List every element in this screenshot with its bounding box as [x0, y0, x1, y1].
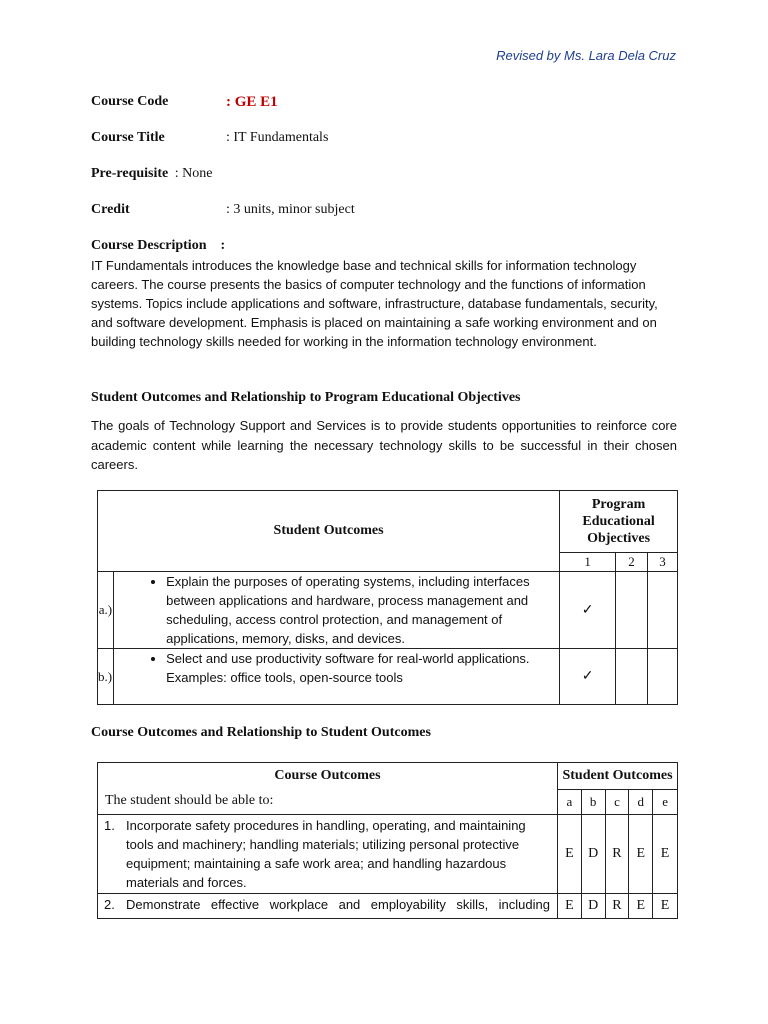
peo-header: Program Educational Objectives — [560, 491, 678, 553]
outcome-letter-header: c — [605, 789, 629, 814]
course-title-label: Course Title — [91, 130, 165, 145]
student-outcomes-header: Student Outcomes — [98, 491, 560, 572]
grade-cell: D — [581, 893, 605, 918]
course-outcomes-table — [97, 762, 678, 919]
prerequisite-label: Pre-requisite — [91, 166, 169, 181]
empty-mark-cell — [616, 649, 648, 705]
course-outcome-item — [98, 814, 558, 893]
grade-cell: E — [653, 814, 678, 893]
course-outcome-number: 2. — [104, 896, 115, 912]
goals-paragraph: The goals of Technology Support and Services is to provide students opportunities to reinforce core academic content while learning the necessary technology skills to be successful in their chosen careers. — [91, 418, 677, 472]
course-description-heading — [91, 238, 225, 254]
table-row — [98, 649, 678, 705]
grade-cell: R — [605, 893, 629, 918]
course-outcome-item — [98, 893, 558, 918]
grade-cell: D — [581, 814, 605, 893]
credit-label: Credit — [91, 202, 130, 217]
outcome-text: • Explain the purposes of operating systems, including interfaces between applications and hardware, process management and scheduling, access control protection, and management of applications, memory, disks, and devices. — [166, 572, 555, 648]
grade-cell: E — [629, 893, 653, 918]
prerequisite-field — [91, 166, 212, 182]
course-outcome-text: Demonstrate effective workplace and employability skills, including — [126, 896, 550, 912]
peo-number: 1 — [560, 553, 616, 572]
course-outcomes-subheading: The student should be able to: — [98, 789, 558, 814]
outcome-text-cell — [114, 649, 560, 705]
course-title-field — [91, 130, 329, 146]
course-code-label: Course Code — [91, 94, 169, 109]
student-outcomes-section-title: Student Outcomes and Relationship to Program Educational Objectives — [91, 390, 521, 405]
course-description-colon: : — [220, 238, 226, 253]
course-outcomes-header: Course Outcomes — [98, 763, 558, 790]
course-description-label: Course Description — [91, 238, 207, 253]
outcome-letter-header: d — [629, 789, 653, 814]
course-code-field — [91, 94, 278, 110]
peo-number: 3 — [648, 553, 678, 572]
credit-value: : 3 units, minor subject — [226, 202, 355, 217]
course-outcome-text: Incorporate safety procedures in handling, operating, and maintaining tools and machinery; handling materials; utilizing personal protective equipment; maintaining a safe work area; and handling hazardous materials and forces. — [126, 817, 526, 890]
revised-by-note: Revised by Ms. Lara Dela Cruz — [496, 48, 676, 63]
empty-mark-cell — [616, 572, 648, 649]
table-row — [98, 572, 678, 649]
grade-cell: E — [557, 814, 581, 893]
course-code-value: : GE E1 — [226, 94, 278, 110]
student-outcomes-header: Student Outcomes — [557, 763, 677, 790]
outcome-letter-header: a — [557, 789, 581, 814]
outcome-letter-header: e — [653, 789, 678, 814]
course-outcome-number: 1. — [104, 817, 115, 833]
grade-cell: E — [653, 893, 678, 918]
outcome-letter: a.) — [98, 572, 114, 649]
table-row — [98, 893, 678, 918]
empty-mark-cell — [648, 649, 678, 705]
grade-cell: R — [605, 814, 629, 893]
empty-mark-cell — [648, 572, 678, 649]
check-mark-icon: ✓ — [560, 649, 616, 705]
outcome-letter: b.) — [98, 649, 114, 705]
prerequisite-value: : None — [174, 166, 213, 181]
outcome-text-cell — [114, 572, 560, 649]
course-description-body: IT Fundamentals introduces the knowledge base and technical skills for information technology careers. The course presents the basics of computer technology and the functions of information systems. Topics include applications and software, infrastructure, database fundamentals, security, and software development. Emphasis is placed on maintaining a safe working environment and on building technology skills needed for working in the information technology environment. — [91, 258, 658, 349]
check-mark-icon: ✓ — [560, 572, 616, 649]
table-row — [98, 814, 678, 893]
course-outcomes-section-title: Course Outcomes and Relationship to Student Outcomes — [91, 725, 431, 740]
outcome-text: • Select and use productivity software for real-world applications. Examples: office tools, open-source tools — [166, 649, 555, 687]
student-outcomes-table — [97, 490, 678, 705]
course-title-value: : IT Fundamentals — [226, 130, 329, 145]
credit-field — [91, 202, 355, 218]
peo-number: 2 — [616, 553, 648, 572]
grade-cell: E — [629, 814, 653, 893]
outcome-letter-header: b — [581, 789, 605, 814]
grade-cell: E — [557, 893, 581, 918]
